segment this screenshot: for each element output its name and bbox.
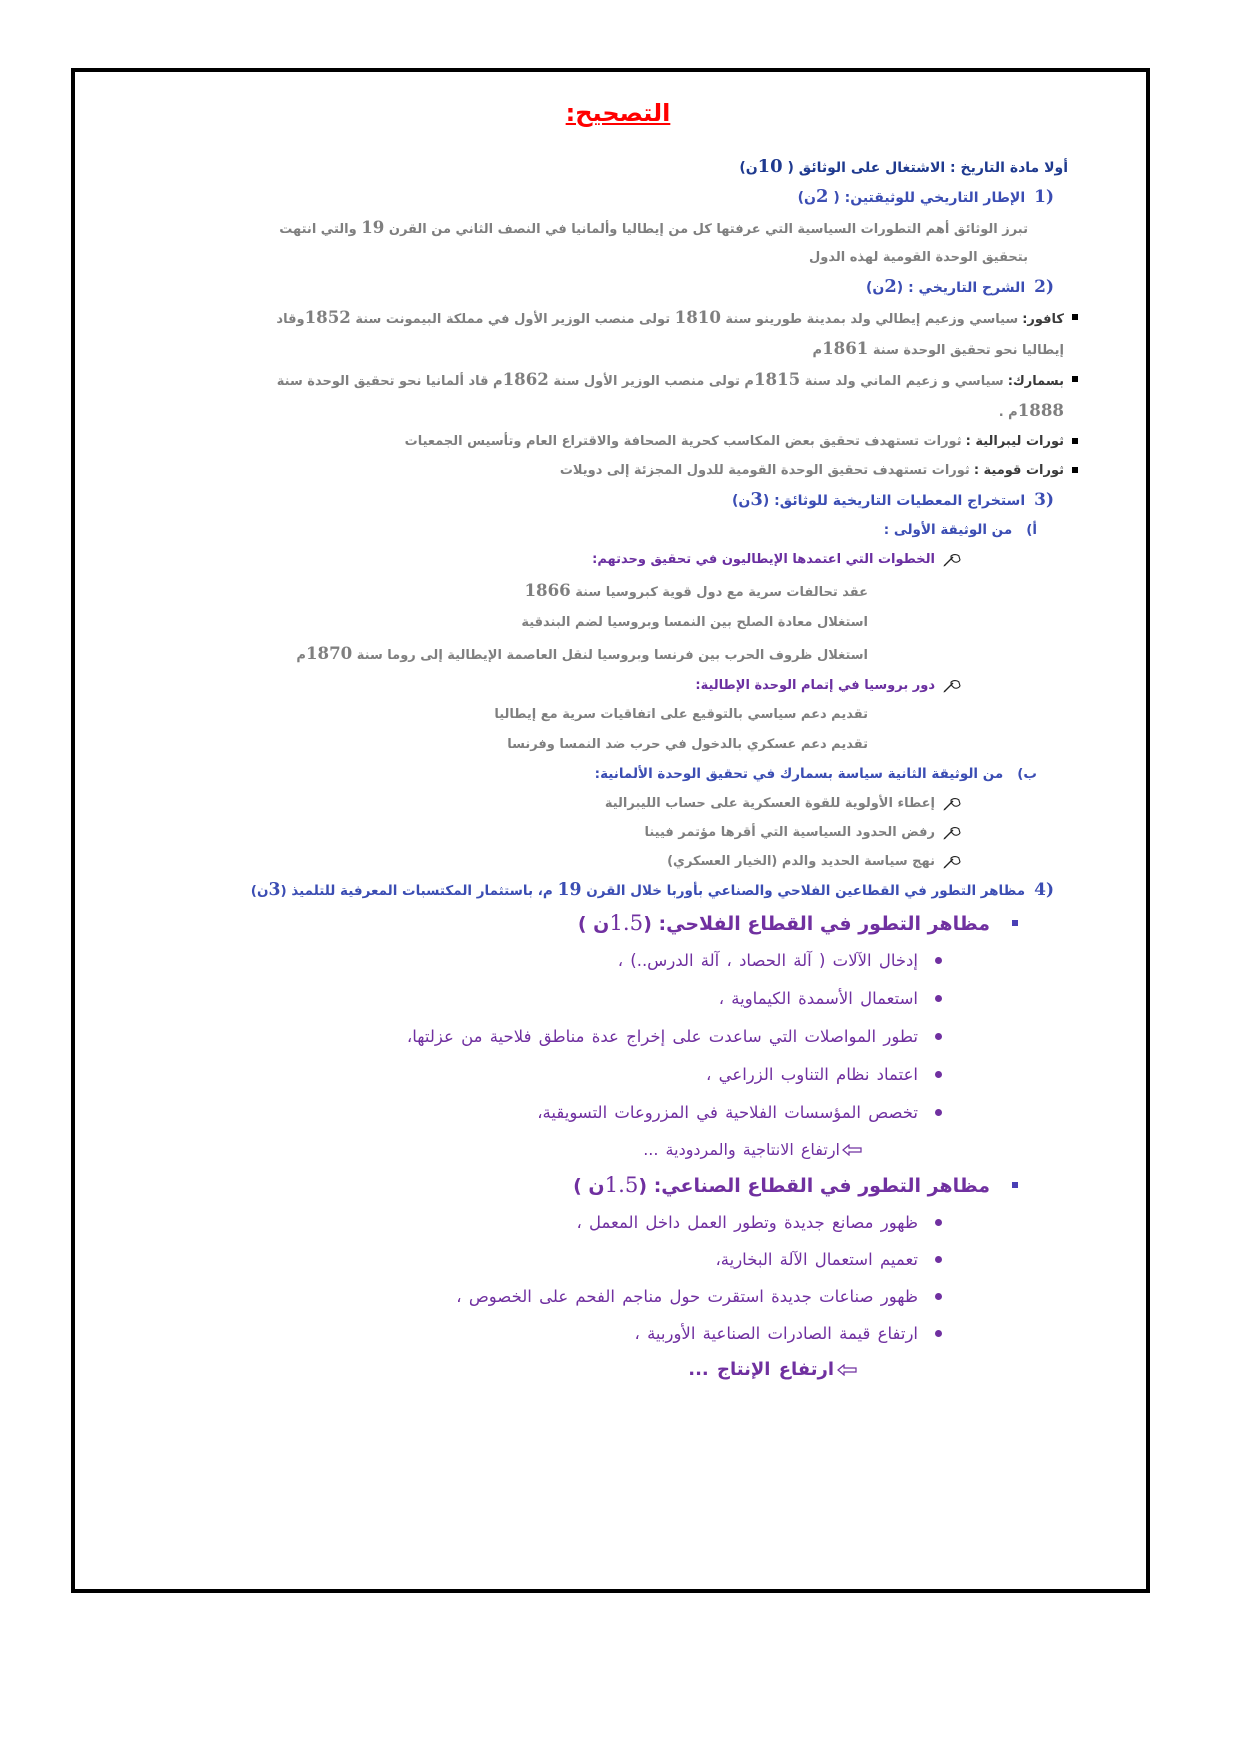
term-text: سياسي و زعيم الماني ولد سنة 1815م تولى منصب الوزير الأول سنة 1862م قاد ألمانيا نحو تحقيق الوحدة سنة [276,369,1004,389]
dot-bullet-icon [935,1219,942,1226]
number: 1888 [1017,400,1064,420]
document-1-heading [150,516,1146,545]
agriculture-heading [150,906,1146,942]
dot-bullet-icon [935,1256,942,1263]
term-cavour [150,303,1146,365]
number: 2 [816,186,829,207]
dot-bullet-icon [935,1330,942,1337]
list-item-text: ارتفاع قيمة الصادرات الصناعية الأوربية ، [634,1324,918,1343]
list-item [150,847,1146,876]
list-item-text: استعمال الأسمدة الكيماوية ، [718,989,918,1008]
term-text: سياسي وزعيم إيطالي ولد بمدينة طورينو سنة 1810 تولى منصب الوزير الأول في مملكة البيمونت سنة 1852وقاد [276,307,1019,327]
question-2-heading [150,272,1146,303]
list-item [150,789,1146,818]
square-bullet-icon [1012,920,1018,926]
document-1-title: من الوثيقة الأولى : [883,522,1013,538]
writing-hand-icon [943,679,961,693]
term-label: كافور: [1022,312,1064,327]
square-bullet-icon [1012,1182,1018,1188]
question-2-number: 2) [1034,277,1054,297]
square-bullet-icon [1072,467,1078,473]
list-item [150,1018,1146,1056]
list-item-text: نهج سياسة الحديد والدم (الخيار العسكري) [667,854,935,869]
dot-bullet-icon [935,1109,942,1116]
dot-bullet-icon [935,1071,942,1078]
number: 1866 [524,580,571,600]
term-liberal-revolutions [150,427,1146,456]
term-label: ثورات قومية : [973,463,1064,478]
list-item [150,1278,1146,1315]
number: 1861 [822,338,869,358]
document-2-heading [150,760,1146,789]
number: 1810 [674,307,721,327]
list-item: استغلال ظروف الحرب بين فرنسا وبروسيا لنقل العاصمة الإيطالية إلى روما سنة 1870م [296,643,868,663]
question-1-heading [150,182,1146,213]
document-1-letter: أ) [1026,522,1037,538]
number: 3 [268,880,281,900]
question-3-heading [150,485,1146,516]
number: 3 [750,489,763,510]
writing-hand-icon [943,797,961,811]
square-bullet-icon [1072,376,1078,382]
square-bullet-icon [1072,314,1078,320]
list-item-text: تخصص المؤسسات الفلاحية في المزروعات التسويقية، [537,1103,918,1122]
dot-bullet-icon [935,957,942,964]
correction-content [75,72,1146,1388]
list-item: تقديم دعم عسكري بالدخول في حرب ضد النمسا وفرنسا [507,737,868,752]
industry-result-text: ارتفاع الإنتاج ... [688,1359,834,1380]
list-item-text: تطور المواصلات التي ساعدت على إخراج عدة مناطق فلاحية من عزلتها، [406,1027,918,1046]
agriculture-result [150,1132,1146,1168]
term-line: 1888م . [998,400,1064,420]
question-4-title: مظاهر التطور في القطاعين الفلاحي والصناعي بأوربا خلال القرن 19 م، باستثمار المكتسبات المعرفية للتلميذ (3ن) [250,880,1026,900]
number: 1.5 [604,1173,639,1198]
list-item [150,1204,1146,1241]
number: 2 [884,276,897,297]
industry-heading-text: مظاهر التطور في القطاع الصناعي: (1.5ن ) [573,1173,990,1198]
writing-hand-icon [943,826,961,840]
list-item: تقديم دعم سياسي بالتوقيع على اتفاقيات سرية مع إيطاليا [494,707,868,722]
term-label: ثورات ليبرالية : [965,434,1064,449]
term-line [150,456,1064,485]
dot-bullet-icon [935,995,942,1002]
group-heading-text: الخطوات التي اعتمدها الإيطاليون في تحقيق وحدتهم: [592,552,935,567]
list-item [150,980,1146,1018]
question-1-answer-line: بتحقيق الوحدة القومية لهذه الدول [808,250,1028,265]
list-item-text: إعطاء الأولوية للقوة العسكرية على حساب الليبرالية [604,796,935,811]
square-bullet-icon [1072,438,1078,444]
number: 1852 [304,307,351,327]
list-item-text: اعتماد نظام التناوب الزراعي ، [706,1065,918,1084]
question-1-answer-line: تبرز الوثائق أهم التطورات السياسية التي عرفتها كل من إيطاليا وألمانيا في النصف الثاني من القرن 19 والتي انتهت [279,217,1028,237]
list-item: استغلال معادة الصلح بين النمسا وبروسيا لضم البندقية [521,615,868,630]
group-heading [150,545,1146,575]
term-line [150,427,1064,456]
list-item [150,1241,1146,1278]
list-item: عقد تحالفات سرية مع دول قوية كبروسيا سنة 1866 [524,580,868,600]
number: 1862 [502,369,549,389]
term-national-revolutions [150,456,1146,485]
term-line [150,365,1064,396]
part-heading: أولا مادة التاريخ : الاشتغال على الوثائق ( 10ن) [739,156,1068,177]
left-arrow-icon [842,1144,862,1156]
page-border-frame [71,68,1150,1593]
writing-hand-icon [943,553,961,567]
number: 1870 [305,643,353,663]
list-item-text: ظهور مصانع جديدة وتطور العمل داخل المعمل ، [576,1213,918,1232]
page-title-text: التصحيح: [565,99,671,127]
term-line [150,303,1064,334]
term-line: إيطاليا نحو تحقيق الوحدة سنة 1861م [812,338,1064,358]
list-item [150,1315,1146,1352]
industry-result [150,1352,1146,1388]
question-4-heading [150,876,1146,906]
writing-hand-icon [943,855,961,869]
list-item-text: إدخال الآلات ( آلة الحصاد ، آلة الدرس..) ، [617,951,918,970]
dot-bullet-icon [935,1293,942,1300]
term-text: ثورات تستهدف تحقيق الوحدة القومية للدول المجزئة إلى دويلات [559,463,970,478]
term-label: بسمارك: [1007,374,1064,389]
question-2-title: الشرح التاريخي : (2ن) [865,276,1026,297]
term-text: ثورات تستهدف تحقيق بعض المكاسب كحرية الصحافة والاقتراع العام وتأسيس الجمعيات [404,434,962,449]
agriculture-heading-text: مظاهر التطور في القطاع الفلاحي: (1.5ن ) [577,911,990,936]
agriculture-result-text: ارتفاع الانتاجية والمردودية ... [643,1140,840,1159]
number: 1815 [753,369,801,389]
document-2-title: من الوثيقة الثانية سياسة بسمارك في تحقيق الوحدة الألمانية: [594,766,1004,782]
number: 19 [361,217,385,237]
number: 10 [757,156,783,177]
document-2-letter: ب) [1017,766,1037,782]
number: 19 [557,880,582,900]
page-title [150,92,1146,134]
group-heading [150,671,1146,700]
list-item-text: ظهور صناعات جديدة استقرت حول مناجم الفحم على الخصوص ، [456,1287,918,1306]
term-bismarck [150,365,1146,427]
question-3-title: استخراج المعطيات التاريخية للوثائق: (3ن) [732,489,1026,510]
list-item-text: تعميم استعمال الآلة البخارية، [715,1250,918,1269]
question-4-number: 4) [1034,880,1054,900]
list-item [150,1056,1146,1094]
number: 1.5 [609,911,644,936]
left-arrow-icon [837,1364,857,1376]
list-item [150,818,1146,847]
question-1-title: الإطار التاريخي للوثيقتين: ( 2ن) [797,186,1026,207]
group-heading-text: دور بروسيا في إتمام الوحدة الإطالية: [695,678,935,693]
dot-bullet-icon [935,1033,942,1040]
question-3-number: 3) [1034,490,1054,510]
question-1-number: 1) [1034,187,1054,207]
list-item-text: رفض الحدود السياسية التي أقرها مؤتمر فيينا [644,825,935,840]
list-item [150,942,1146,980]
list-item [150,1094,1146,1132]
industry-heading [150,1168,1146,1204]
